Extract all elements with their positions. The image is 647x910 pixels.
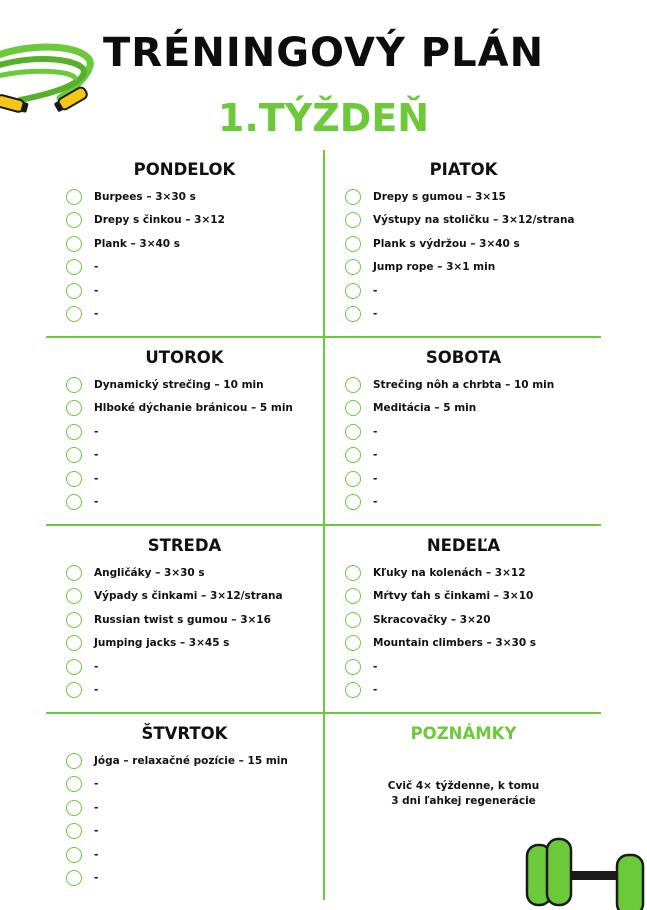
checkbox-circle[interactable]: [66, 212, 82, 228]
exercise-text: Výstupy na stoličku – 3×12/strana: [373, 214, 575, 227]
exercise-text: -: [94, 496, 99, 509]
exercise-item: [66, 444, 323, 468]
exercise-item: [66, 655, 323, 679]
exercise-text: -: [373, 284, 378, 297]
checkbox-circle[interactable]: [345, 259, 361, 275]
exercise-item: [66, 608, 323, 632]
exercise-text: -: [94, 472, 99, 485]
exercise-text: Jóga – relaxačné pozície – 15 min: [94, 754, 288, 767]
exercise-text: -: [373, 660, 378, 673]
checkbox-circle[interactable]: [66, 259, 82, 275]
exercise-item: [66, 820, 323, 844]
checkbox-circle[interactable]: [345, 306, 361, 322]
checkbox-circle[interactable]: [66, 494, 82, 510]
exercise-text: -: [94, 684, 99, 697]
exercise-item: [345, 655, 602, 679]
checkbox-circle[interactable]: [66, 659, 82, 675]
week-title: 1.TÝŽDEŇ: [217, 96, 430, 140]
exercise-item: [66, 279, 323, 303]
exercise-text: Meditácia – 5 min: [373, 402, 477, 415]
exercise-item: [345, 608, 602, 632]
checkbox-circle[interactable]: [66, 612, 82, 628]
checkbox-circle[interactable]: [345, 212, 361, 228]
day-thursday: [46, 714, 323, 890]
exercise-text: -: [94, 261, 99, 274]
checkbox-circle[interactable]: [66, 400, 82, 416]
checkbox-circle[interactable]: [345, 447, 361, 463]
exercise-text: -: [373, 449, 378, 462]
exercise-list: [325, 185, 602, 326]
dumbbell-icon: [525, 835, 647, 910]
exercise-text: -: [94, 872, 99, 885]
checkbox-circle[interactable]: [66, 870, 82, 886]
checkbox-circle[interactable]: [66, 565, 82, 581]
exercise-text: Hlboké dýchanie bránicou – 5 min: [94, 402, 293, 415]
notes-title: POZNÁMKY: [410, 724, 517, 743]
exercise-list: [325, 373, 602, 514]
checkbox-circle[interactable]: [345, 283, 361, 299]
checkbox-circle[interactable]: [345, 424, 361, 440]
checkbox-circle[interactable]: [345, 471, 361, 487]
exercise-text: Drepy s gumou – 3×15: [373, 190, 506, 203]
notes-section: [325, 714, 602, 809]
checkbox-circle[interactable]: [345, 659, 361, 675]
exercise-item: [66, 397, 323, 421]
exercise-item: [345, 444, 602, 468]
day-saturday: [325, 338, 602, 514]
exercise-item: [345, 232, 602, 256]
exercise-text: -: [94, 284, 99, 297]
exercise-text: Burpees – 3×30 s: [94, 190, 196, 203]
day-title: STREDA: [147, 536, 222, 555]
day-friday: [325, 150, 602, 326]
exercise-text: -: [373, 308, 378, 321]
checkbox-circle[interactable]: [345, 400, 361, 416]
exercise-text: Mŕtvy ťah s činkami – 3×10: [373, 590, 534, 603]
exercise-text: Mountain climbers – 3×30 s: [373, 637, 537, 650]
exercise-text: -: [94, 848, 99, 861]
exercise-item: [66, 843, 323, 867]
exercise-item: [345, 420, 602, 444]
exercise-text: Jumping jacks – 3×45 s: [94, 637, 230, 650]
exercise-list: [325, 561, 602, 702]
exercise-list: [46, 749, 323, 890]
checkbox-circle[interactable]: [66, 377, 82, 393]
exercise-item: [345, 467, 602, 491]
exercise-text: Angličáky – 3×30 s: [94, 566, 205, 579]
checkbox-circle[interactable]: [345, 588, 361, 604]
exercise-item: [66, 632, 323, 656]
day-title: PONDELOK: [133, 160, 236, 179]
exercise-text: -: [373, 425, 378, 438]
exercise-item: [345, 256, 602, 280]
notes-text: Cvič 4× týždenne, k tomu 3 dni ľahkej regenerácie: [387, 780, 540, 807]
day-tuesday: [46, 338, 323, 514]
day-title: ŠTVRTOK: [141, 724, 228, 743]
checkbox-circle[interactable]: [345, 377, 361, 393]
exercise-item: [345, 373, 602, 397]
checkbox-circle[interactable]: [66, 588, 82, 604]
exercise-item: [345, 397, 602, 421]
exercise-text: Drepy s činkou – 3×12: [94, 214, 225, 227]
checkbox-circle[interactable]: [66, 823, 82, 839]
checkbox-circle[interactable]: [345, 494, 361, 510]
exercise-list: [46, 561, 323, 702]
exercise-item: [345, 585, 602, 609]
exercise-item: [345, 303, 602, 327]
checkbox-circle[interactable]: [345, 682, 361, 698]
day-title: NEDEĽA: [426, 536, 501, 555]
exercise-item: [66, 420, 323, 444]
exercise-item: [345, 185, 602, 209]
day-title: UTOROK: [145, 348, 224, 367]
exercise-item: [345, 561, 602, 585]
checkbox-circle[interactable]: [66, 776, 82, 792]
exercise-text: -: [94, 801, 99, 814]
checkbox-circle[interactable]: [345, 612, 361, 628]
day-wednesday: [46, 526, 323, 702]
exercise-text: -: [94, 449, 99, 462]
exercise-text: Skracovačky – 3×20: [373, 613, 491, 626]
checkbox-circle[interactable]: [66, 635, 82, 651]
exercise-item: [66, 867, 323, 891]
exercise-item: [66, 209, 323, 233]
checkbox-circle[interactable]: [66, 283, 82, 299]
exercise-text: -: [94, 825, 99, 838]
exercise-text: Plank s výdržou – 3×40 s: [373, 237, 520, 250]
exercise-item: [66, 796, 323, 820]
checkbox-circle[interactable]: [66, 800, 82, 816]
exercise-item: [345, 632, 602, 656]
checkbox-circle[interactable]: [345, 189, 361, 205]
checkbox-circle[interactable]: [66, 306, 82, 322]
exercise-item: [66, 561, 323, 585]
checkbox-circle[interactable]: [66, 424, 82, 440]
checkbox-circle[interactable]: [66, 236, 82, 252]
exercise-item: [345, 209, 602, 233]
exercise-item: [66, 303, 323, 327]
exercise-text: Výpady s činkami – 3×12/strana: [94, 590, 283, 603]
exercise-item: [66, 679, 323, 703]
exercise-item: [66, 585, 323, 609]
exercise-text: Kľuky na kolenách – 3×12: [373, 566, 526, 579]
exercise-list: [46, 373, 323, 514]
checkbox-circle[interactable]: [345, 236, 361, 252]
checkbox-circle[interactable]: [66, 471, 82, 487]
exercise-text: -: [94, 660, 99, 673]
exercise-text: -: [94, 308, 99, 321]
exercise-item: [345, 279, 602, 303]
page-title: TRÉNINGOVÝ PLÁN: [102, 30, 545, 76]
checkbox-circle[interactable]: [66, 753, 82, 769]
exercise-item: [66, 256, 323, 280]
checkbox-circle[interactable]: [66, 189, 82, 205]
exercise-item: [66, 232, 323, 256]
day-title: PIATOK: [429, 160, 498, 179]
exercise-item: [66, 467, 323, 491]
exercise-item: [66, 185, 323, 209]
exercise-text: Russian twist s gumou – 3×16: [94, 613, 271, 626]
exercise-item: [66, 773, 323, 797]
exercise-list: [46, 185, 323, 326]
plan-grid: [46, 150, 601, 900]
checkbox-circle[interactable]: [66, 682, 82, 698]
day-title: SOBOTA: [425, 348, 502, 367]
exercise-text: -: [373, 496, 378, 509]
exercise-text: -: [94, 425, 99, 438]
checkbox-circle[interactable]: [66, 847, 82, 863]
exercise-text: -: [373, 472, 378, 485]
exercise-item: [345, 679, 602, 703]
exercise-text: -: [94, 778, 99, 791]
checkbox-circle[interactable]: [345, 565, 361, 581]
exercise-item: [66, 749, 323, 773]
exercise-item: [66, 491, 323, 515]
exercise-item: [66, 373, 323, 397]
exercise-text: Plank – 3×40 s: [94, 237, 181, 250]
exercise-text: Jump rope – 3×1 min: [373, 261, 496, 274]
exercise-text: -: [373, 684, 378, 697]
checkbox-circle[interactable]: [66, 447, 82, 463]
checkbox-circle[interactable]: [345, 635, 361, 651]
exercise-text: Dynamický strečing – 10 min: [94, 378, 264, 391]
day-sunday: [325, 526, 602, 702]
exercise-text: Strečing nôh a chrbta – 10 min: [373, 378, 555, 391]
exercise-item: [345, 491, 602, 515]
day-monday: [46, 150, 323, 326]
